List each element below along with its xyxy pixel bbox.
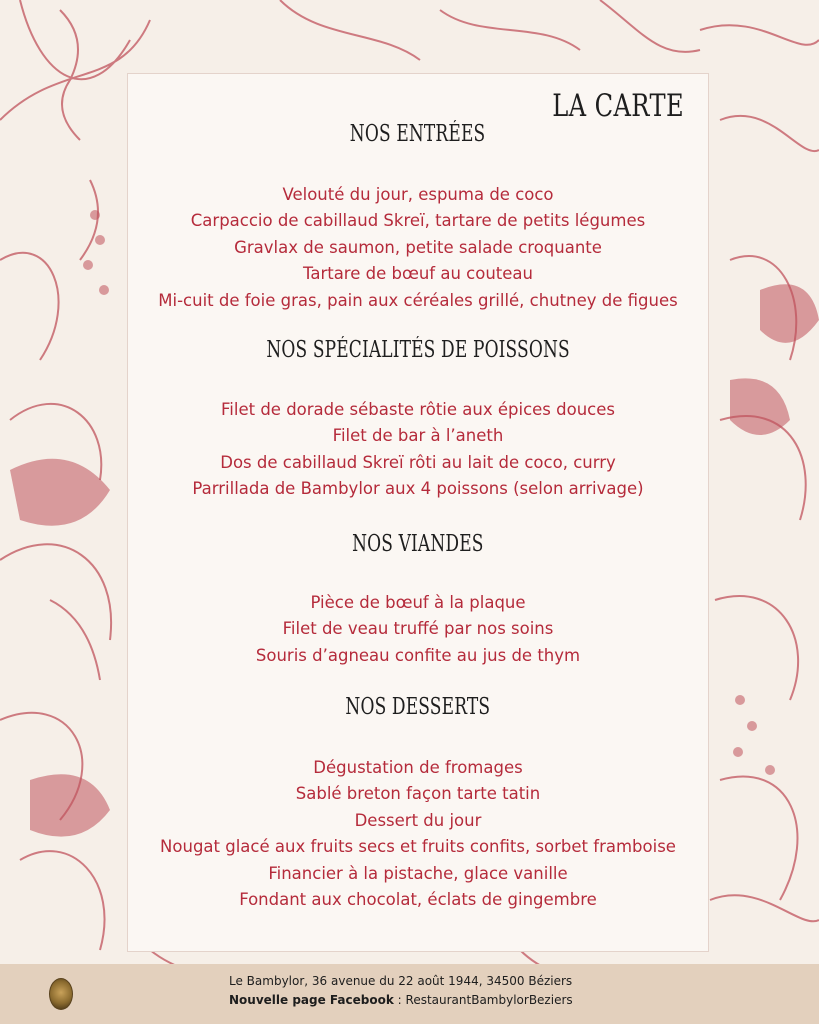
menu-item: Mi-cuit de foie gras, pain aux céréales grillé, chutney de figues bbox=[158, 290, 678, 310]
section-heading-poissons: NOS SPÉCIALITÉS DE POISSONS bbox=[266, 337, 570, 363]
footer-facebook-page: : RestaurantBambylorBeziers bbox=[393, 993, 573, 1007]
menu-item: Carpaccio de cabillaud Skreï, tartare de petits légumes bbox=[190, 211, 646, 231]
menu-item: Parrillada de Bambylor aux 4 poissons (selon arrivage) bbox=[192, 479, 644, 499]
footer-facebook bbox=[229, 991, 573, 1010]
menu-item: Fondant aux chocolat, éclats de gingembre bbox=[239, 889, 597, 909]
restaurant-logo bbox=[49, 978, 73, 1010]
menu-item: Dessert du jour bbox=[354, 810, 482, 830]
section-heading-desserts: NOS DESSERTS bbox=[345, 694, 491, 720]
section-entrees-list bbox=[128, 182, 708, 314]
menu-item: Pièce de bœuf à la plaque bbox=[310, 593, 526, 612]
footer-facebook-label: Nouvelle page Facebook bbox=[229, 993, 394, 1007]
footer-text bbox=[229, 972, 573, 1010]
menu-item: Souris d’agneau confite au jus de thym bbox=[255, 645, 581, 665]
footer-bar bbox=[0, 964, 819, 1024]
menu-item: Gravlax de saumon, petite salade croquante bbox=[234, 237, 602, 257]
menu-card bbox=[127, 73, 709, 952]
section-heading-viandes: NOS VIANDES bbox=[352, 531, 484, 557]
section-heading-entrees: NOS ENTRÉES bbox=[350, 121, 486, 147]
menu-item: Filet de veau truffé par nos soins bbox=[282, 619, 554, 639]
menu-item: Tartare de bœuf au couteau bbox=[302, 264, 533, 284]
menu-title: LA CARTE bbox=[552, 88, 684, 124]
menu-item: Filet de bar à l’aneth bbox=[332, 426, 504, 446]
footer-address: Le Bambylor, 36 avenue du 22 août 1944, 34500 Béziers bbox=[229, 974, 573, 988]
menu-item: Financier à la pistache, glace vanille bbox=[268, 863, 568, 883]
section-poissons-list bbox=[128, 397, 708, 503]
menu-item: Nougat glacé aux fruits secs et fruits confits, sorbet framboise bbox=[160, 837, 676, 857]
section-desserts-list bbox=[128, 755, 708, 913]
menu-item: Velouté du jour, espuma de coco bbox=[282, 185, 554, 204]
section-viandes-list bbox=[128, 590, 708, 669]
menu-item: Dos de cabillaud Skreï rôti au lait de coco, curry bbox=[220, 452, 616, 472]
menu-item: Filet de dorade sébaste rôtie aux épices douces bbox=[221, 400, 615, 419]
menu-item: Sablé breton façon tarte tatin bbox=[295, 784, 541, 804]
menu-item: Dégustation de fromages bbox=[313, 758, 523, 777]
